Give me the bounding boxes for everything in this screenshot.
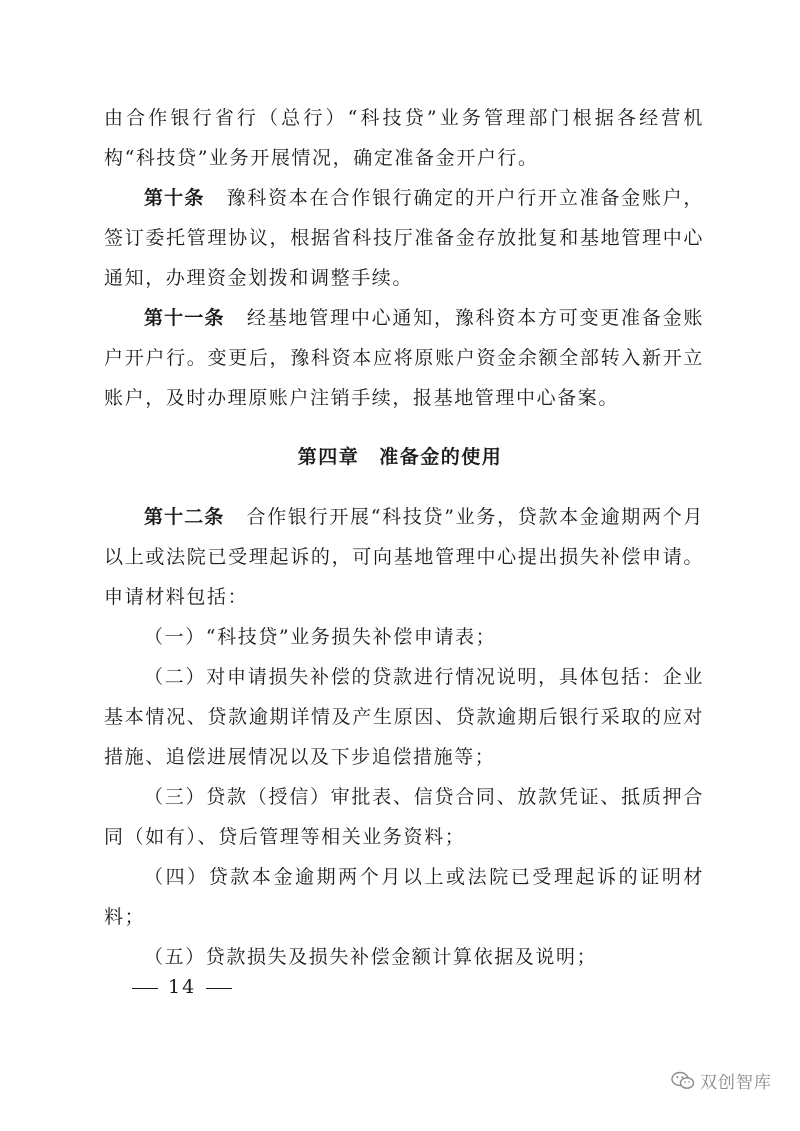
wechat-icon <box>671 1071 695 1091</box>
dash-right <box>206 988 232 989</box>
article-10 <box>104 178 704 298</box>
chapter-heading <box>0 437 800 477</box>
watermark <box>671 1068 772 1093</box>
article-12 <box>104 497 704 617</box>
list-item: （二）对申请损失补偿的贷款进行情况说明，具体包括：企业基本情况、贷款逾期详情及产生原因、贷款逾期后银行采取的应对措施、追偿进展情况以及下步追偿措施等； <box>104 666 704 768</box>
list-item: （四）贷款本金逾期两个月以上或法院已受理起诉的证明材料； <box>104 866 704 928</box>
dash-left <box>132 988 158 989</box>
article-11 <box>104 298 704 418</box>
list-item: （三）贷款（授信）审批表、信贷合同、放款凭证、抵质押合同（如有）、贷后管理等相关业务资料； <box>104 786 704 848</box>
list-item: （一）“科技贷”业务损失补偿申请表； <box>144 626 497 648</box>
chapter-number: 第四章 <box>297 446 360 468</box>
page-number-value: 14 <box>168 976 197 998</box>
paragraph-continuation <box>104 98 704 178</box>
article-10-text: 豫科资本在合作银行确定的开户行开立准备金账户，签订委托管理协议，根据省科技厅准备金存放批复和基地管理中心通知，办理资金划拨和调整手续。 <box>104 187 704 289</box>
article-11-title: 第十一条 <box>144 307 225 329</box>
article-12-text: 合作银行开展“科技贷”业务，贷款本金逾期两个月以上或法院已受理起诉的，可向基地管理中心提出损失补偿申请。申请材料包括： <box>104 506 704 608</box>
list-item: （五）贷款损失及损失补偿金额计算依据及说明； <box>144 946 598 968</box>
article-11-text: 经基地管理中心通知，豫科资本方可变更准备金账户开户行。变更后，豫科资本应将原账户资金余额全部转入新开立账户，及时办理原账户注销手续，报基地管理中心备案。 <box>104 307 704 409</box>
chapter-title: 准备金的使用 <box>379 446 503 468</box>
article-12-title: 第十二条 <box>144 506 225 528</box>
page-number <box>122 972 242 1002</box>
watermark-text: 双创智库 <box>700 1073 772 1093</box>
paragraph-continuation-text: 由合作银行省行（总行）“科技贷”业务管理部门根据各经营机构“科技贷”业务开展情况，确定准备金开户行。 <box>104 107 704 169</box>
article-10-title: 第十条 <box>144 187 205 209</box>
